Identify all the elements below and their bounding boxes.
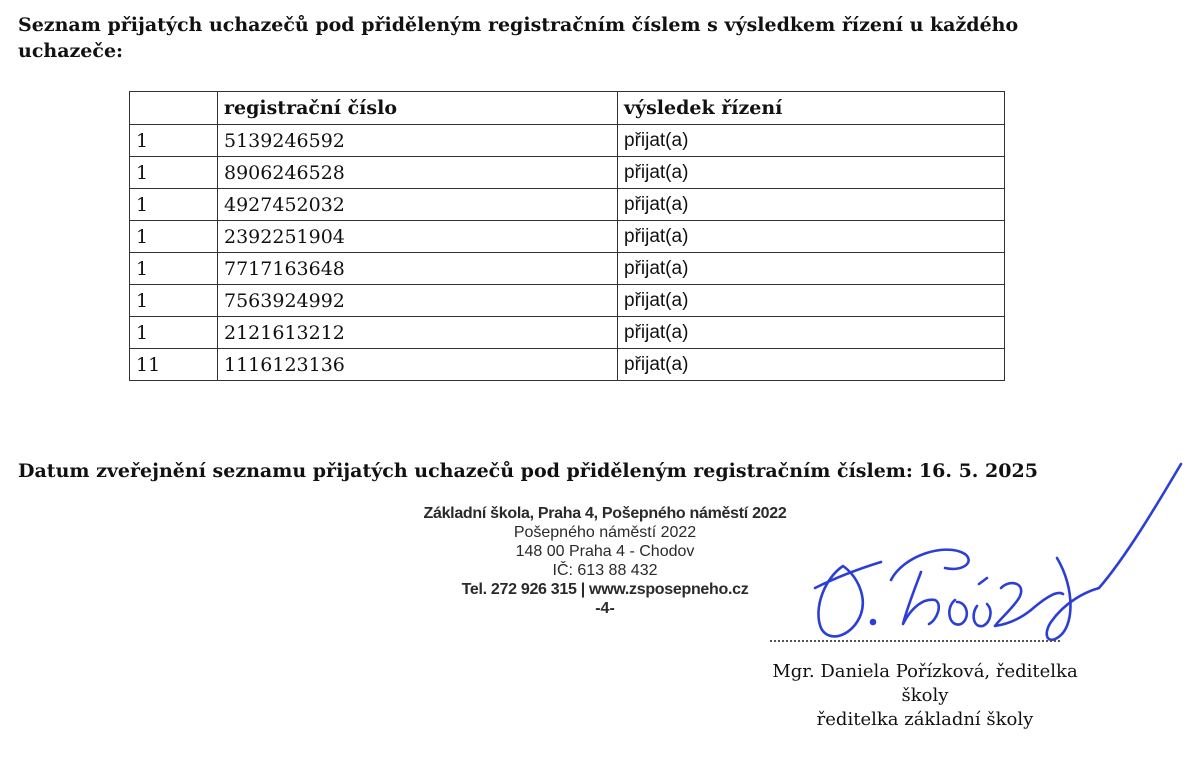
results-table <box>129 91 1005 381</box>
row-number: 1 <box>130 157 218 189</box>
signer-title: ředitelka základní školy <box>816 709 1034 730</box>
stamp-contact: Tel. 272 926 315 | www.zsposepneho.cz <box>461 581 749 598</box>
result-value: přijat(a) <box>618 253 1005 285</box>
table-header-row <box>130 92 1005 125</box>
signature-line <box>770 640 1060 642</box>
row-number: 1 <box>130 253 218 285</box>
result-value: přijat(a) <box>618 221 1005 253</box>
registration-number: 7563924992 <box>218 285 618 317</box>
handwritten-signature <box>795 438 1195 648</box>
stamp-city: 148 00 Praha 4 - Chodov <box>515 543 695 560</box>
publication-label: Datum zveřejnění seznamu přijatých uchazečů pod přiděleným registračním číslem: <box>18 460 913 482</box>
result-value: přijat(a) <box>618 317 1005 349</box>
row-number: 1 <box>130 125 218 157</box>
table-row <box>130 317 1005 349</box>
column-header-registration: registrační číslo <box>218 92 618 125</box>
signer-line-2: školy <box>901 685 949 706</box>
table-row <box>130 125 1005 157</box>
result-value: přijat(a) <box>618 285 1005 317</box>
column-header-result: výsledek řízení <box>618 92 1005 125</box>
signer-name: Mgr. Daniela Pořízková, ředitelka <box>772 661 1078 682</box>
table-row <box>130 221 1005 253</box>
stamp-street: Pošepného náměstí 2022 <box>513 524 697 541</box>
row-number: 1 <box>130 189 218 221</box>
publication-date: 16. 5. 2025 <box>918 460 1038 482</box>
table-row <box>130 253 1005 285</box>
result-value: přijat(a) <box>618 189 1005 221</box>
table-row <box>130 157 1005 189</box>
registration-number: 5139246592 <box>218 125 618 157</box>
result-value: přijat(a) <box>618 157 1005 189</box>
heading-line-2: uchazeče: <box>18 40 124 62</box>
signer-block <box>750 660 1100 732</box>
registration-number: 7717163648 <box>218 253 618 285</box>
table-row <box>130 349 1005 381</box>
registration-number: 2392251904 <box>218 221 618 253</box>
heading-line-1: Seznam přijatých uchazečů pod přiděleným registračním číslem s výsledkem řízení u každého <box>18 14 1019 36</box>
result-value: přijat(a) <box>618 125 1005 157</box>
table-row <box>130 285 1005 317</box>
result-value: přijat(a) <box>618 349 1005 381</box>
registration-number: 8906246528 <box>218 157 618 189</box>
registration-number: 4927452032 <box>218 189 618 221</box>
row-number: 11 <box>130 349 218 381</box>
table-row <box>130 189 1005 221</box>
row-number: 1 <box>130 285 218 317</box>
row-number: 1 <box>130 221 218 253</box>
page-heading <box>18 12 1058 64</box>
registration-number: 2121613212 <box>218 317 618 349</box>
page-number: -4- <box>595 600 615 617</box>
school-stamp <box>410 504 800 618</box>
row-number: 1 <box>130 317 218 349</box>
registration-number: 1116123136 <box>218 349 618 381</box>
stamp-school-name: Základní škola, Praha 4, Pošepného náměstí 2022 <box>423 505 787 522</box>
stamp-ico: IČ: 613 88 432 <box>552 562 658 579</box>
column-header-number <box>130 92 218 125</box>
